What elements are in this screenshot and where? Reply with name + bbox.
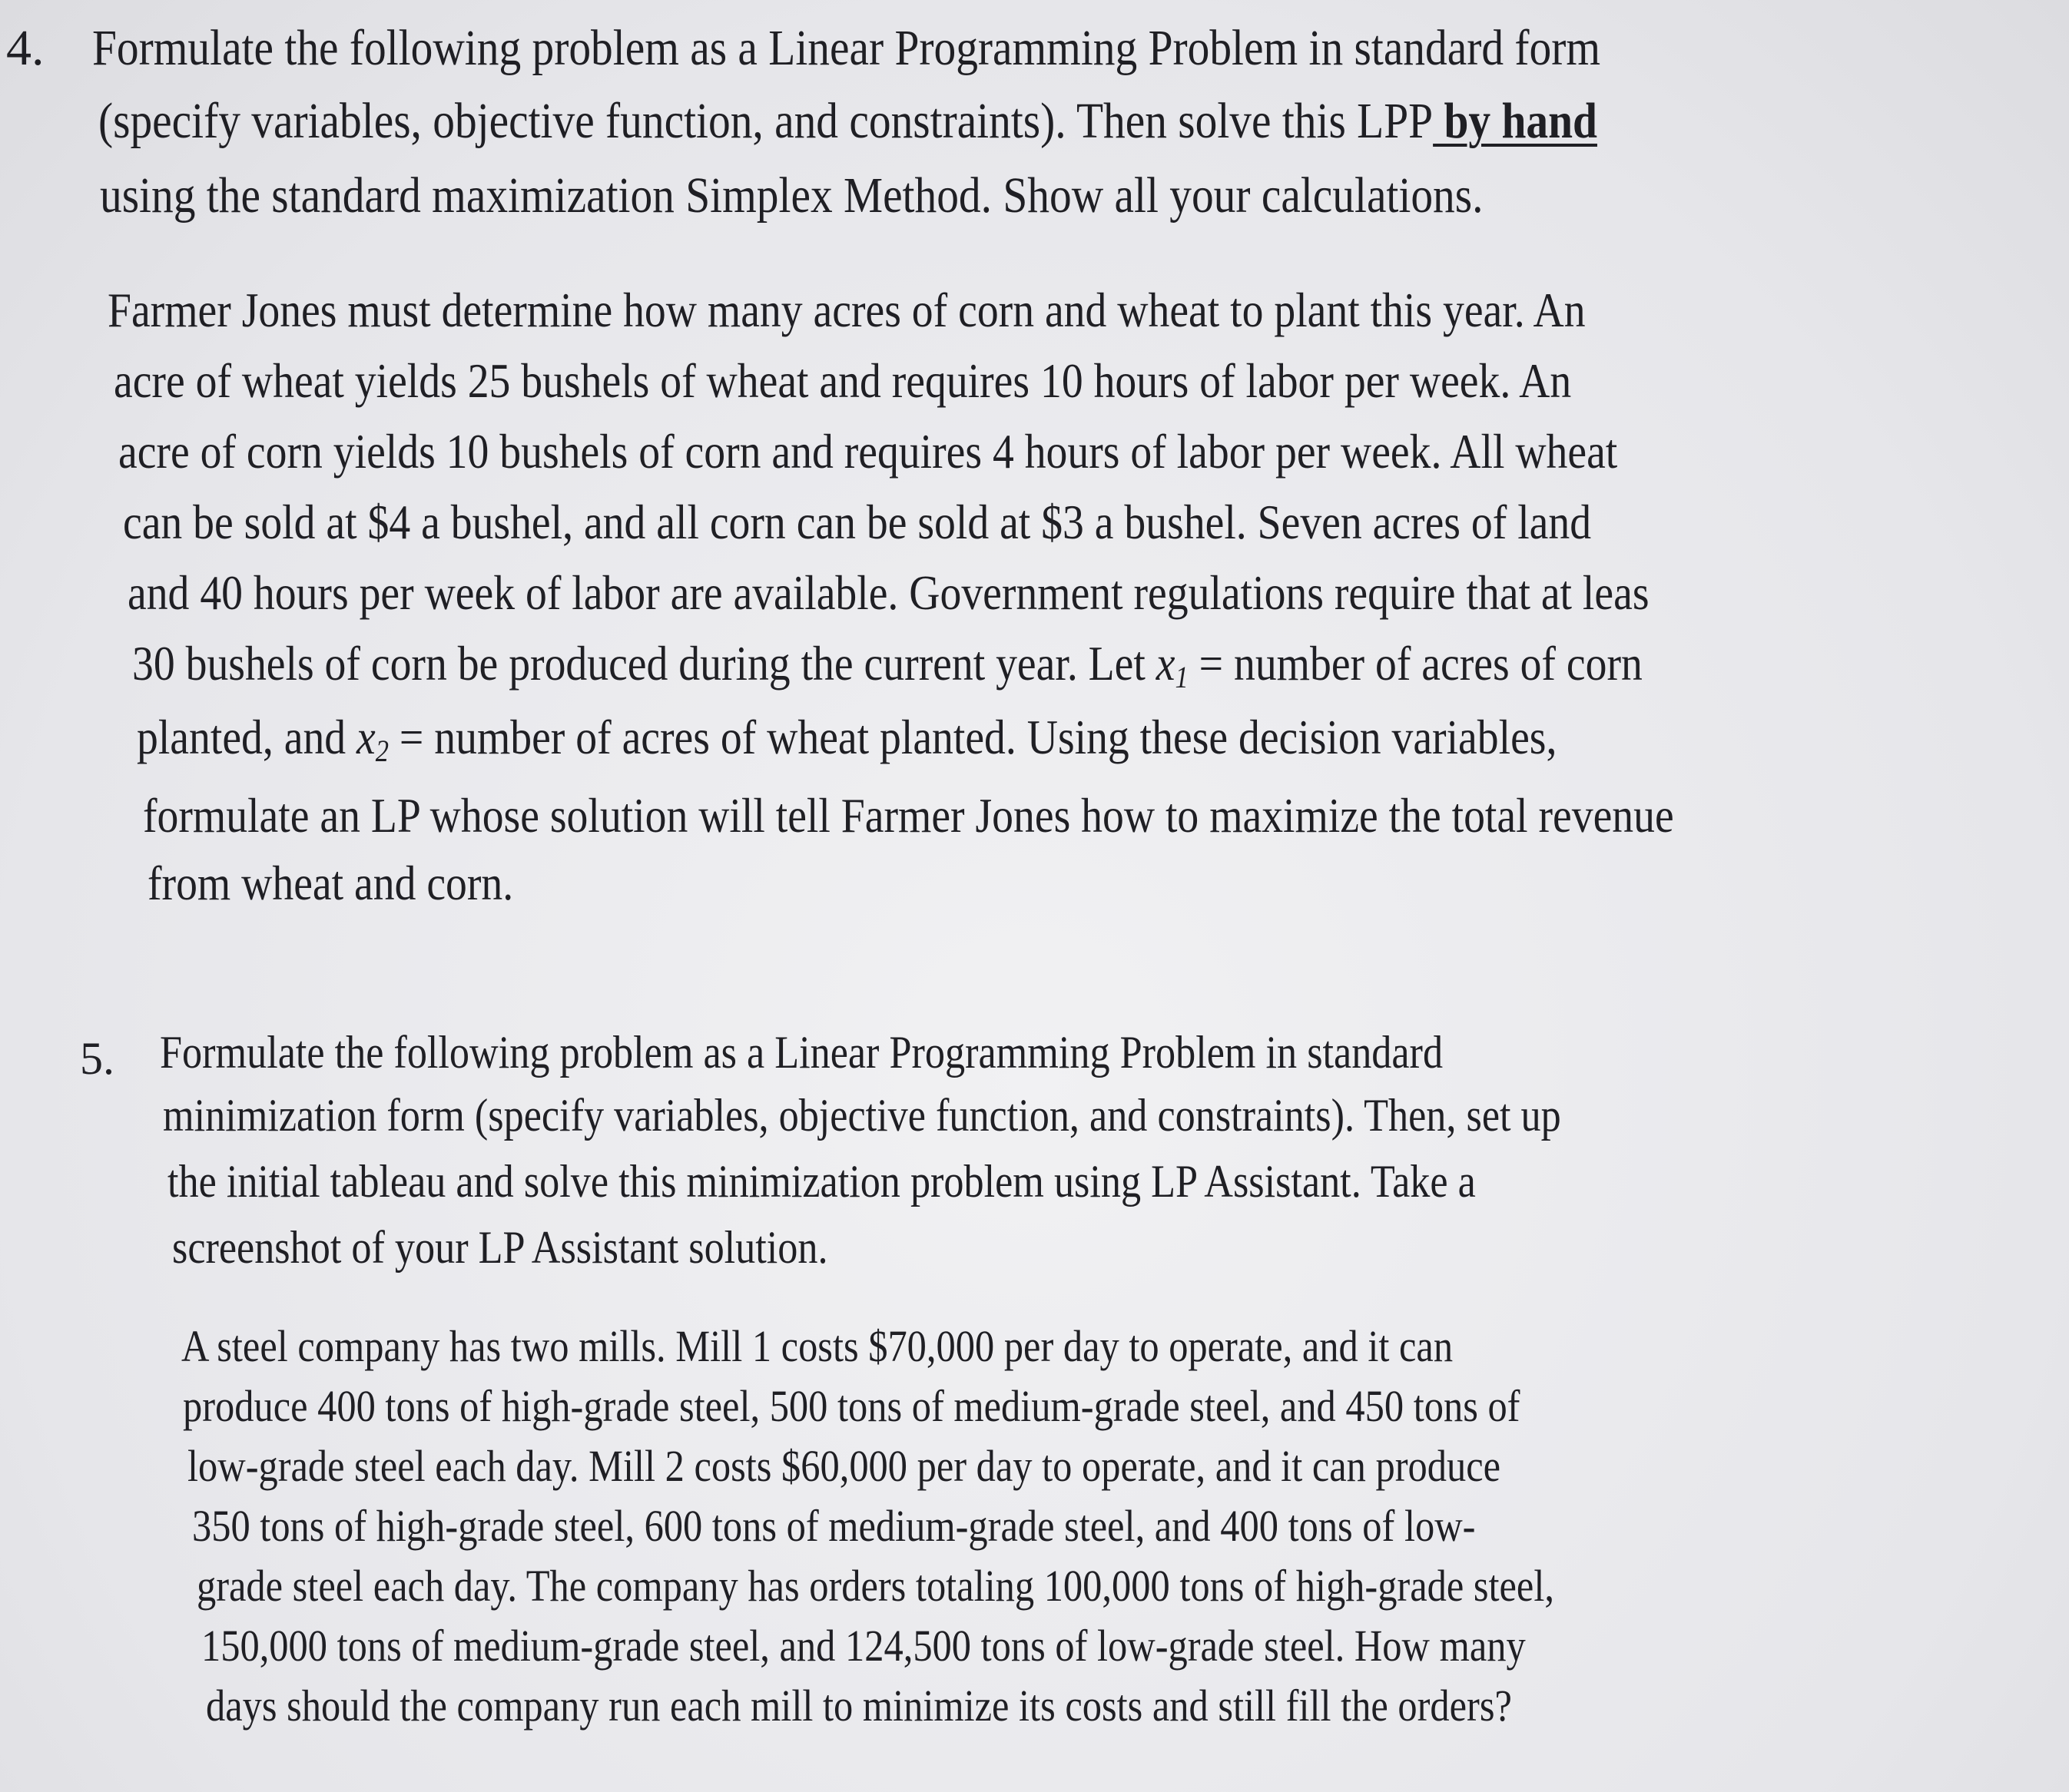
variable-x1-subscript: 1	[1175, 660, 1189, 694]
problem-4-scenario-line-4: can be sold at $4 a bushel, and all corn can be sold at $3 a bushel. Seven acres of land	[123, 495, 1592, 549]
problem-4-scenario-line-6-text: 30 bushels of corn be produced during the current year. Let	[132, 636, 1156, 691]
problem-4-instructions-line-2-text: (specify variables, objective function, and constraints). Then solve this LPP	[98, 93, 1434, 149]
problem-5-instructions-line-4: screenshot of your LP Assistant solution.	[172, 1222, 828, 1273]
problem-4-instructions-line-1: Formulate the following problem as a Linear Programming Problem in standard form	[92, 20, 1601, 76]
problem-5-scenario-line-7: days should the company run each mill to minimize its costs and still fill the orders?	[206, 1681, 1512, 1731]
problem-5-instructions-line-1: Formulate the following problem as a Linear Programming Problem in standard	[160, 1027, 1444, 1078]
problem-4-instructions-line-2	[98, 93, 1597, 149]
problem-4-scenario-line-3: acre of corn yields 10 bushels of corn and requires 4 hours of labor per week. All wheat	[118, 424, 1618, 479]
variable-x2	[356, 710, 390, 768]
variable-x2-letter: x	[356, 710, 376, 764]
variable-x2-subscript: 2	[375, 734, 390, 768]
problem-4-scenario-line-7-text: planted, and	[137, 710, 357, 764]
problem-5-scenario-line-1: A steel company has two mills. Mill 1 costs $70,000 per day to operate, and it can	[181, 1321, 1454, 1371]
problem-5-instructions-line-3: the initial tableau and solve this minimization problem using LP Assistant. Take a	[167, 1156, 1476, 1207]
problem-5-scenario-line-3: low-grade steel each day. Mill 2 costs $60,000 per day to operate, and it can produce	[187, 1441, 1500, 1491]
problem-5-scenario-line-4: 350 tons of high-grade steel, 600 tons of medium-grade steel, and 400 tons of low-	[192, 1501, 1476, 1551]
problem-4-scenario-line-8: formulate an LP whose solution will tell Farmer Jones how to maximize the total revenue	[143, 788, 1674, 843]
problem-5-scenario-line-2: produce 400 tons of high-grade steel, 500 tons of medium-grade steel, and 450 tons of	[183, 1381, 1520, 1431]
problem-4-scenario-line-2: acre of wheat yields 25 bushels of wheat and requires 10 hours of labor per week. An	[114, 353, 1572, 408]
problem-4-scenario-line-5: and 40 hours per week of labor are available. Government regulations require that at leas	[128, 565, 1650, 620]
problem-4-scenario-line-9: from wheat and corn.	[148, 856, 514, 910]
problem-5-scenario-line-6: 150,000 tons of medium-grade steel, and 124,500 tons of low-grade steel. How many	[201, 1621, 1526, 1671]
problem-5-number: 5.	[80, 1033, 114, 1084]
problem-4-scenario-line-7-definition: = number of acres of wheat planted. Using these decision variables,	[389, 710, 1557, 764]
variable-x1	[1156, 636, 1189, 694]
problem-4-scenario-line-6-definition: = number of acres of corn	[1188, 636, 1643, 691]
problem-4-number: 4.	[6, 20, 45, 76]
problem-4-scenario-line-6	[132, 636, 1643, 694]
problem-4-instructions-line-3: using the standard maximization Simplex Method. Show all your calculations.	[100, 167, 1484, 224]
problem-4-scenario-line-1: Farmer Jones must determine how many acres of corn and wheat to plant this year. An	[108, 283, 1586, 337]
variable-x1-letter: x	[1156, 636, 1175, 691]
problem-5-instructions-line-2: minimization form (specify variables, objective function, and constraints). Then, set up	[163, 1090, 1561, 1141]
problem-5-scenario-line-5: grade steel each day. The company has orders totaling 100,000 tons of high-grade steel,	[197, 1561, 1554, 1611]
by-hand-emphasis: by hand	[1433, 93, 1597, 149]
problem-4-scenario-line-7	[137, 710, 1557, 768]
